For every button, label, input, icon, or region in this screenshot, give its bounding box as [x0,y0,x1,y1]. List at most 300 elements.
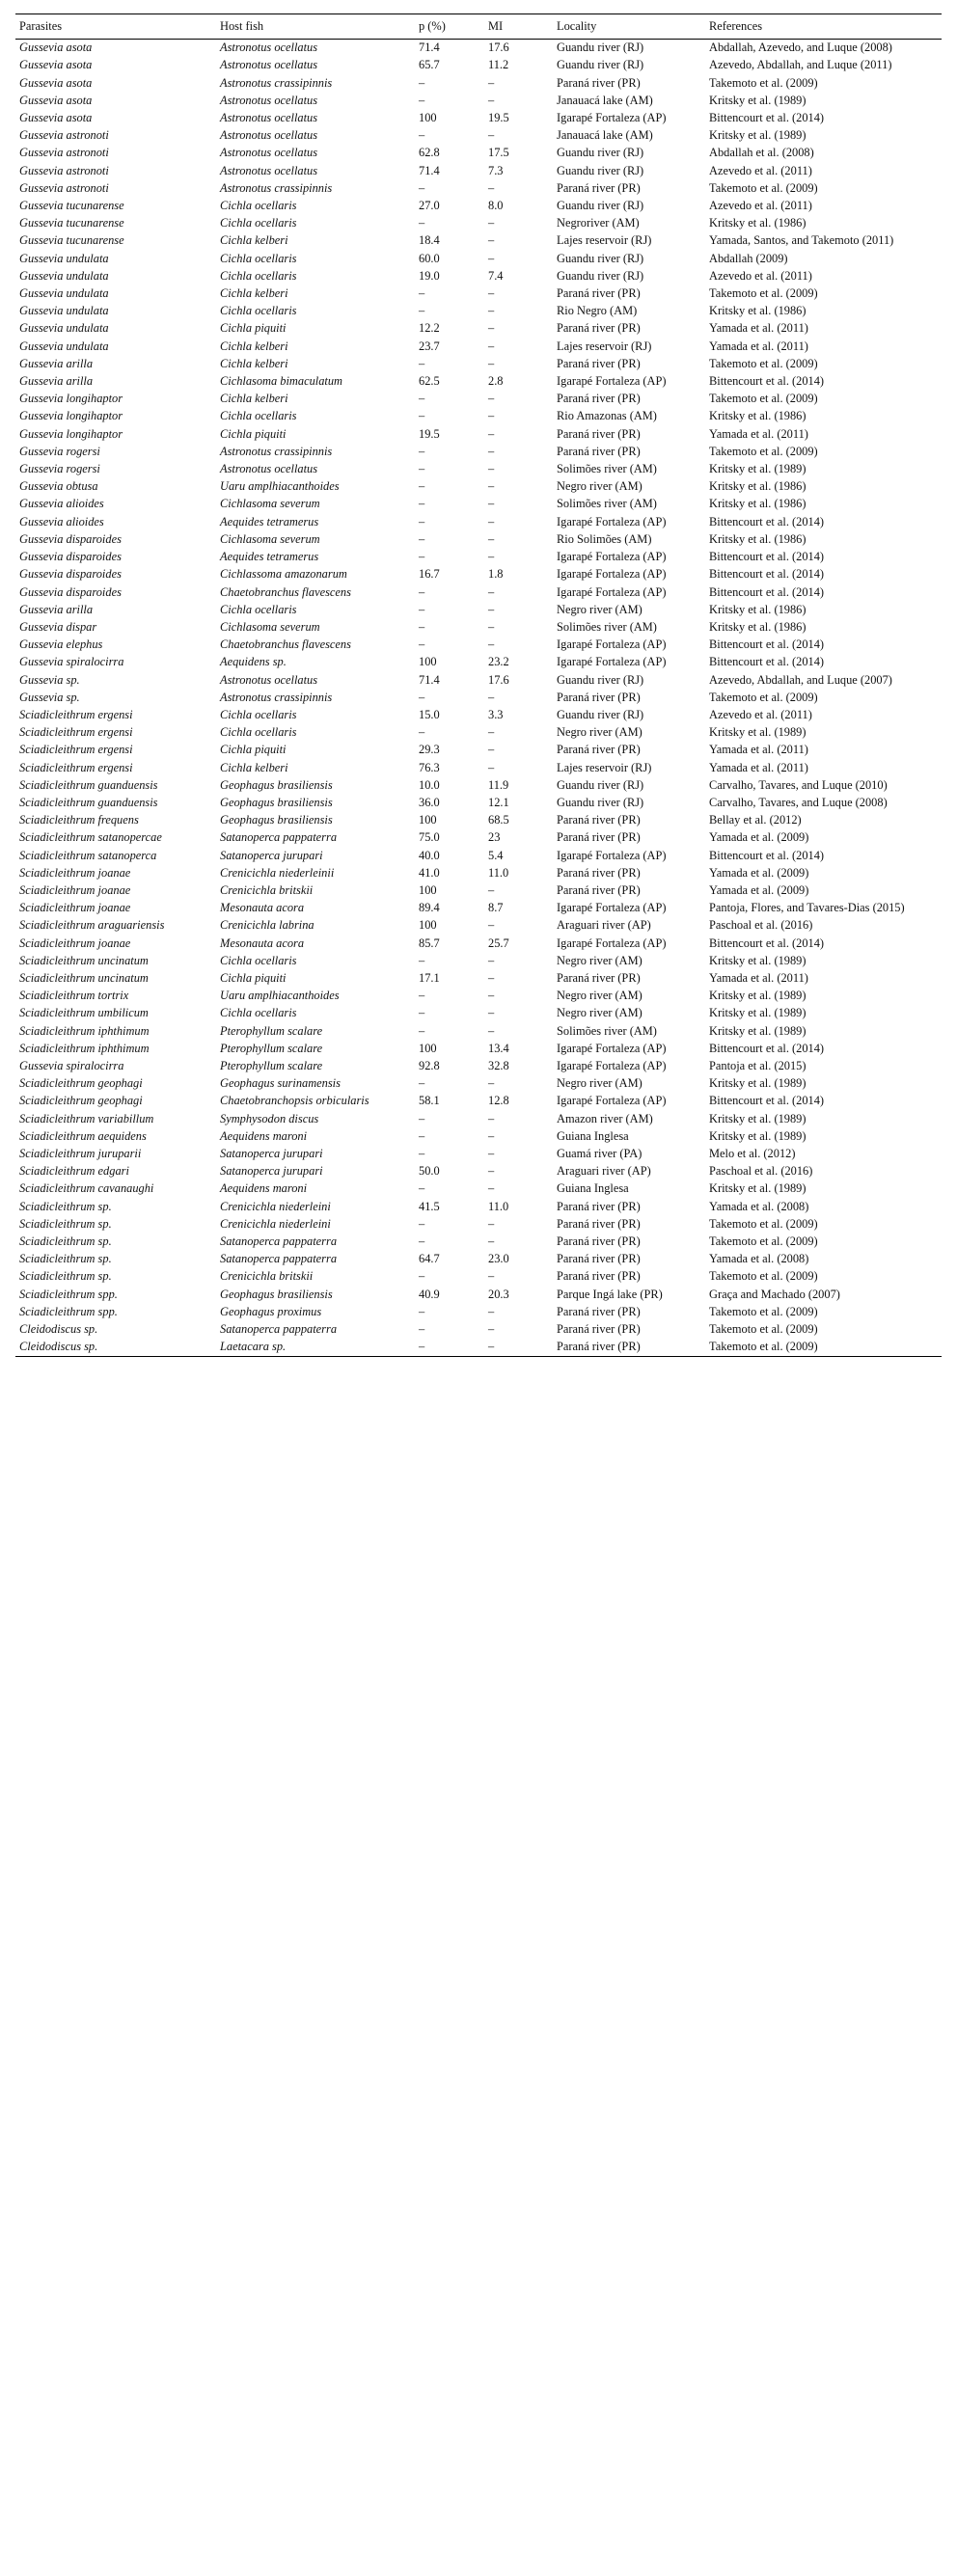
cell-mean-intensity: 12.8 [488,1094,509,1108]
table-row [15,426,942,444]
cell-prevalence: 60.0 [419,251,440,265]
cell-parasite: Gussevia tucunarense [19,233,124,248]
cell-mean-intensity: – [488,304,495,318]
cell-mean-intensity: – [488,584,495,599]
cell-host-fish: Cichla ocellaris [220,199,297,213]
table-row [15,1304,942,1321]
cell-locality: Igarapé Fortaleza (AP) [557,848,667,862]
table-row [15,391,942,408]
cell-prevalence: – [419,304,425,318]
cell-host-fish: Mesonauta acora [220,901,305,915]
cell-locality: Guandu river (RJ) [557,795,644,809]
cell-parasite: Sciadicleithrum frequens [19,813,139,827]
cell-locality: Paraná river (PR) [557,830,641,845]
table-row [15,917,942,935]
cell-parasite: Sciadicleithrum sp. [19,1234,112,1249]
cell-prevalence: 58.1 [419,1094,440,1108]
cell-reference: Bittencourt et al. (2014) [709,374,825,389]
cell-host-fish: Symphysodon discus [220,1111,319,1125]
cell-reference: Kritsky et al. (1989) [709,989,807,1003]
cell-parasite: Gussevia dispar [19,619,97,634]
cell-locality: Paraná river (PR) [557,1216,641,1231]
cell-prevalence: 64.7 [419,1252,440,1266]
cell-mean-intensity: – [488,1147,495,1160]
cell-host-fish: Satanoperca pappaterra [220,1234,338,1249]
cell-locality: Paraná river (PR) [557,1269,641,1284]
cell-parasite: Cleidodiscus sp. [15,1339,216,1357]
cell-prevalence: – [419,1304,425,1318]
cell-reference: Kritsky et al. (1989) [709,1128,807,1143]
cell-reference: Takemoto et al. (2009) [709,1322,818,1337]
cell-prevalence: 19.5 [419,426,440,441]
header-locality: Locality [553,14,705,40]
cell-prevalence: – [419,602,425,616]
cell-locality: Guandu river (RJ) [557,163,644,177]
cell-locality: Lajes reservoir (RJ) [557,233,652,248]
cell-locality: Solimões river (AM) [557,462,657,476]
table-row [15,1339,942,1357]
cell-reference: Kritsky et al. (1986) [709,479,807,494]
table-row [15,514,942,531]
cell-prevalence: – [419,531,425,546]
cell-host-fish: Satanoperca pappaterra [220,1252,338,1266]
cell-locality: Paraná river (PR) [557,690,641,704]
cell-reference: Bittencourt et al. (2014) [709,637,825,652]
cell-host-fish: Cichla kelberi [220,233,288,248]
cell-parasite: Sciadicleithrum guanduensis [19,795,158,809]
cell-parasite: Sciadicleithrum edgari [19,1164,129,1179]
table-row [15,707,942,724]
table-row [15,531,942,549]
cell-reference: Takemoto et al. (2009) [705,1339,942,1357]
cell-mean-intensity: 17.5 [488,146,509,160]
cell-locality: Paraná river (PR) [557,1252,641,1266]
cell-reference: Kritsky et al. (1989) [709,1181,807,1196]
cell-reference: Kritsky et al. (1989) [709,1076,807,1091]
cell-locality: Negro river (AM) [557,1006,643,1020]
cell-parasite: Gussevia rogersi [19,444,100,458]
cell-mean-intensity: – [488,918,495,933]
cell-parasite: Gussevia longihaptor [19,392,123,406]
cell-prevalence: – [419,1181,425,1196]
cell-locality: Guandu river (RJ) [557,777,644,792]
cell-mean-intensity: – [488,619,495,634]
cell-parasite: Sciadicleithrum umbilicum [19,1006,149,1020]
cell-locality: Paraná river (PR) [557,392,641,406]
cell-host-fish: Aequides tetramerus [220,514,319,529]
table-row [15,690,942,707]
cell-host-fish: Crenicichla niederleini [220,1216,331,1231]
cell-parasite: Gussevia tucunarense [19,216,124,230]
cell-parasite: Sciadicleithrum iphthimum [19,1041,150,1055]
cell-prevalence: 76.3 [419,760,440,774]
cell-parasite: Gussevia alioides [19,514,104,529]
cell-host-fish: Cichla kelberi [220,339,288,353]
cell-locality: Guandu river (RJ) [557,672,644,687]
cell-reference: Yamada et al. (2011) [709,760,808,774]
cell-host-fish: Cichla ocellaris [220,304,297,318]
cell-reference: Bellay et al. (2012) [709,813,802,827]
cell-prevalence: 89.4 [419,901,440,915]
cell-host-fish: Crenicichla labrina [220,918,314,933]
cell-locality: Guamá river (PA) [557,1147,643,1160]
cell-prevalence: 100 [419,813,437,827]
cell-mean-intensity: – [488,1322,495,1337]
cell-prevalence: 62.8 [419,146,440,160]
cell-prevalence: – [419,550,425,564]
cell-parasite: Gussevia elephus [19,637,103,652]
cell-host-fish: Satanoperca jurupari [220,1147,323,1160]
cell-prevalence: 71.4 [419,163,440,177]
cell-mean-intensity: – [488,1128,495,1143]
cell-mean-intensity: 7.3 [488,163,504,177]
cell-mean-intensity: – [488,233,495,248]
cell-reference: Kritsky et al. (1989) [709,1023,807,1038]
cell-host-fish: Geophagus surinamensis [220,1076,341,1091]
cell-parasite: Gussevia astronoti [19,146,109,160]
cell-reference: Takemoto et al. (2009) [709,180,818,195]
cell-host-fish: Astronotus ocellatus [220,93,318,107]
cell-mean-intensity: 23.2 [488,655,509,669]
cell-mean-intensity: 5.4 [488,848,504,862]
cell-reference: Yamada et al. (2009) [709,830,809,845]
cell-prevalence: 41.5 [419,1199,440,1213]
cell-locality: Paraná river (PR) [557,286,641,301]
cell-host-fish: Geophagus brasiliensis [220,813,333,827]
cell-host-fish: Cichla piquiti [220,321,287,336]
cell-mean-intensity: 12.1 [488,795,509,809]
cell-mean-intensity: – [488,479,495,494]
cell-parasite: Gussevia alioides [19,497,104,511]
table-row [15,356,942,373]
table-row [15,549,942,566]
cell-reference: Azevedo et al. (2011) [709,268,812,283]
cell-parasite: Sciadicleithrum uncinatum [19,970,149,985]
cell-host-fish: Satanoperca jurupari [220,1164,323,1179]
cell-prevalence: – [419,128,425,143]
cell-prevalence: – [419,1128,425,1143]
cell-host-fish: Cichla kelberi [220,356,288,370]
table-row [15,637,942,654]
cell-parasite: Sciadicleithrum araguariensis [19,918,165,933]
cell-mean-intensity: – [488,637,495,652]
cell-prevalence: – [419,514,425,529]
cell-host-fish: Crenicichla niederleini [220,1199,331,1213]
cell-mean-intensity: – [488,1234,495,1249]
cell-mean-intensity: 23.0 [488,1252,509,1266]
cell-prevalence: – [419,1147,425,1160]
cell-host-fish: Astronotus ocellatus [220,462,318,476]
cell-parasite: Gussevia disparoides [19,550,122,564]
cell-host-fish: Cichla ocellaris [220,216,297,230]
cell-prevalence: 41.0 [419,865,440,880]
cell-prevalence: 100 [419,918,437,933]
cell-mean-intensity: – [488,1181,495,1196]
cell-mean-intensity: – [488,514,495,529]
cell-mean-intensity: 11.0 [488,1199,509,1213]
cell-locality: Paraná river (PR) [557,970,641,985]
table-body [15,40,942,1357]
cell-host-fish: Uaru amplhiacanthoides [220,989,340,1003]
cell-reference: Yamada et al. (2011) [709,426,808,441]
cell-locality: Negro river (AM) [557,725,643,740]
cell-parasite: Gussevia asota [19,58,93,72]
cell-reference: Kritsky et al. (1989) [709,725,807,740]
cell-reference: Kritsky et al. (1989) [709,1111,807,1125]
cell-parasite: Sciadicleithrum ergensi [19,707,133,721]
cell-host-fish: Laetacara sp. [216,1339,415,1357]
cell-prevalence: 19.0 [419,268,440,283]
cell-host-fish: Pterophyllum scalare [220,1058,323,1072]
cell-locality: Paraná river (PR) [557,743,641,757]
cell-locality: Igarapé Fortaleza (AP) [557,584,667,599]
cell-reference: Yamada et al. (2011) [709,743,808,757]
cell-parasite: Gussevia astronoti [19,180,109,195]
table-row [15,829,942,847]
cell-prevalence: – [419,462,425,476]
table-row [15,320,942,338]
cell-mean-intensity: – [488,1216,495,1231]
table-row [15,1216,942,1234]
cell-mean-intensity: 11.2 [488,58,509,72]
cell-reference: Paschoal et al. (2016) [709,1164,813,1179]
cell-prevalence: – [419,75,425,90]
cell-mean-intensity: – [488,1269,495,1284]
cell-host-fish: Astronotus ocellatus [220,128,318,143]
cell-host-fish: Geophagus brasiliensis [220,795,333,809]
table-row [15,566,942,583]
cell-locality: Paraná river (PR) [557,75,641,90]
cell-locality: Igarapé Fortaleza (AP) [557,901,667,915]
cell-prevalence: – [419,1234,425,1249]
cell-parasite: Sciadicleithrum satanopercae [19,830,162,845]
cell-mean-intensity: – [488,392,495,406]
cell-mean-intensity: – [488,953,495,967]
cell-parasite: Gussevia undulata [19,339,109,353]
cell-host-fish: Pterophyllum scalare [220,1041,323,1055]
cell-host-fish: Aequidens sp. [220,655,287,669]
cell-locality: Paraná river (PR) [557,882,641,897]
cell-prevalence: 18.4 [419,233,440,248]
cell-parasite: Gussevia undulata [19,286,109,301]
cell-parasite: Gussevia spiralocirra [19,1058,124,1072]
cell-reference: Takemoto et al. (2009) [709,1304,818,1318]
cell-mean-intensity: – [488,462,495,476]
cell-host-fish: Crenicichla britskii [220,1269,314,1284]
cell-locality: Negro river (AM) [557,989,643,1003]
cell-locality: Negroriver (AM) [557,216,640,230]
cell-locality: Guandu river (RJ) [557,58,644,72]
cell-reference: Abdallah, Azevedo, and Luque (2008) [709,41,892,55]
cell-host-fish: Astronotus crassipinnis [220,180,333,195]
cell-locality: Paraná river (PR) [557,321,641,336]
table-row [15,180,942,198]
cell-mean-intensity: – [488,409,495,423]
table-row [15,900,942,917]
table-row [15,1163,942,1180]
cell-mean-intensity: 19.5 [488,111,509,125]
table-row [15,496,942,513]
cell-prevalence: 16.7 [419,567,440,582]
cell-locality: Negro river (AM) [557,479,643,494]
cell-reference: Abdallah (2009) [709,251,788,265]
cell-host-fish: Satanoperca jurupari [220,848,323,862]
cell-host-fish: Astronotus ocellatus [220,111,318,125]
cell-reference: Azevedo, Abdallah, and Luque (2007) [709,672,892,687]
cell-mean-intensity: – [488,1023,495,1038]
table-row [15,1128,942,1146]
cell-mean-intensity: – [488,426,495,441]
cell-mean-intensity: – [488,128,495,143]
cell-host-fish: Pterophyllum scalare [220,1023,323,1038]
cell-reference: Bittencourt et al. (2014) [709,1094,825,1108]
cell-prevalence: – [419,953,425,967]
cell-prevalence: 10.0 [419,777,440,792]
table-row [15,1005,942,1022]
cell-locality: Paraná river (PR) [557,1199,641,1213]
cell-reference: Kritsky et al. (1986) [709,304,807,318]
cell-reference: Takemoto et al. (2009) [709,75,818,90]
cell-locality: Igarapé Fortaleza (AP) [557,935,667,950]
cell-mean-intensity: – [488,1111,495,1125]
table-row [15,1023,942,1041]
cell-prevalence: – [419,479,425,494]
table-row [15,285,942,303]
table-row [15,461,942,478]
cell-parasite: Gussevia undulata [19,268,109,283]
cell-prevalence: – [419,356,425,370]
cell-reference: Kritsky et al. (1986) [709,497,807,511]
cell-prevalence: 15.0 [419,707,440,721]
cell-mean-intensity: – [488,1164,495,1179]
table-row [15,339,942,356]
cell-prevalence: – [415,1339,484,1357]
table-row [15,127,942,145]
cell-parasite: Gussevia undulata [19,304,109,318]
cell-parasite: Gussevia asota [19,41,93,55]
table-row [15,408,942,425]
table-row [15,1199,942,1216]
cell-parasite: Sciadicleithrum sp. [19,1269,112,1284]
cell-locality: Igarapé Fortaleza (AP) [557,1094,667,1108]
cell-host-fish: Aequidens maroni [220,1128,308,1143]
cell-host-fish: Uaru amplhiacanthoides [220,479,340,494]
cell-locality: Guandu river (RJ) [557,707,644,721]
cell-parasite: Gussevia undulata [19,321,109,336]
cell-reference: Yamada et al. (2009) [709,882,809,897]
cell-parasite: Gussevia undulata [19,251,109,265]
cell-reference: Takemoto et al. (2009) [709,286,818,301]
cell-locality: Janauacá lake (AM) [557,93,653,107]
cell-locality: Amazon river (AM) [557,1111,653,1125]
cell-host-fish: Chaetobranchopsis orbicularis [220,1094,369,1108]
cell-locality: Paraná river (PR) [557,426,641,441]
cell-locality: Solimões river (AM) [557,497,657,511]
cell-mean-intensity: – [488,286,495,301]
table-row [15,198,942,215]
cell-mean-intensity: 3.3 [488,707,504,721]
cell-host-fish: Crenicichla britskii [220,882,314,897]
cell-prevalence: – [419,392,425,406]
cell-locality: Rio Solimões (AM) [557,531,652,546]
cell-reference: Takemoto et al. (2009) [709,1216,818,1231]
cell-locality: Guandu river (RJ) [557,146,644,160]
cell-reference: Kritsky et al. (1989) [709,462,807,476]
cell-host-fish: Geophagus brasiliensis [220,777,333,792]
cell-host-fish: Cichla ocellaris [220,602,297,616]
cell-prevalence: 40.0 [419,848,440,862]
cell-prevalence: 40.9 [419,1287,440,1301]
cell-host-fish: Aequides tetramerus [220,550,319,564]
cell-reference: Yamada et al. (2011) [709,339,808,353]
cell-prevalence: 23.7 [419,339,440,353]
cell-locality: Araguari river (AP) [557,918,651,933]
cell-parasite: Gussevia arilla [19,356,94,370]
cell-reference: Yamada et al. (2008) [709,1252,809,1266]
cell-mean-intensity: 25.7 [488,935,509,950]
cell-reference: Kritsky et al. (1989) [709,128,807,143]
cell-reference: Bittencourt et al. (2014) [709,567,825,582]
table-row [15,865,942,882]
cell-reference: Kritsky et al. (1989) [709,1006,807,1020]
cell-parasite: Sciadicleithrum geophagi [19,1076,143,1091]
table-row [15,654,942,671]
cell-host-fish: Cichla ocellaris [220,725,297,740]
cell-parasite: Sciadicleithrum ergensi [19,743,133,757]
cell-host-fish: Cichla ocellaris [220,707,297,721]
cell-locality: Guiana Inglesa [557,1181,629,1196]
cell-parasite: Gussevia asota [19,75,93,90]
cell-locality: Igarapé Fortaleza (AP) [557,567,667,582]
cell-parasite: Sciadicleithrum uncinatum [19,953,149,967]
cell-mean-intensity: 8.0 [488,199,504,213]
cell-locality: Igarapé Fortaleza (AP) [557,550,667,564]
table-row [15,584,942,602]
table-row [15,1287,942,1304]
cell-mean-intensity: – [488,444,495,458]
cell-reference: Graça and Machado (2007) [709,1287,840,1301]
cell-host-fish: Satanoperca pappaterra [220,830,338,845]
cell-parasite: Sciadicleithrum sp. [19,1216,112,1231]
cell-locality: Guandu river (RJ) [557,251,644,265]
cell-parasite: Gussevia sp. [19,672,80,687]
cell-locality: Igarapé Fortaleza (AP) [557,655,667,669]
cell-host-fish: Astronotus crassipinnis [220,75,333,90]
cell-reference: Melo et al. (2012) [709,1147,796,1160]
cell-mean-intensity: – [488,743,495,757]
cell-parasite: Gussevia spiralocirra [19,655,124,669]
table-row [15,251,942,268]
table-row [15,988,942,1005]
cell-prevalence: 100 [419,111,437,125]
cell-reference: Yamada, Santos, and Takemoto (2011) [709,233,894,248]
header-parasites: Parasites [15,14,216,40]
cell-mean-intensity: – [488,725,495,740]
cell-reference: Takemoto et al. (2009) [709,356,818,370]
cell-host-fish: Cichla ocellaris [220,953,297,967]
cell-mean-intensity: – [488,970,495,985]
cell-reference: Bittencourt et al. (2014) [709,111,825,125]
cell-parasite: Sciadicleithrum joanae [19,865,131,880]
cell-locality: Paraná river (PR) [557,444,641,458]
cell-parasite: Sciadicleithrum spp. [19,1287,118,1301]
parasite-table [15,14,942,1357]
cell-prevalence: – [419,619,425,634]
cell-locality: Rio Negro (AM) [557,304,638,318]
table-row [15,724,942,742]
cell-reference: Kritsky et al. (1986) [709,602,807,616]
cell-reference: Azevedo, Abdallah, and Luque (2011) [709,58,892,72]
